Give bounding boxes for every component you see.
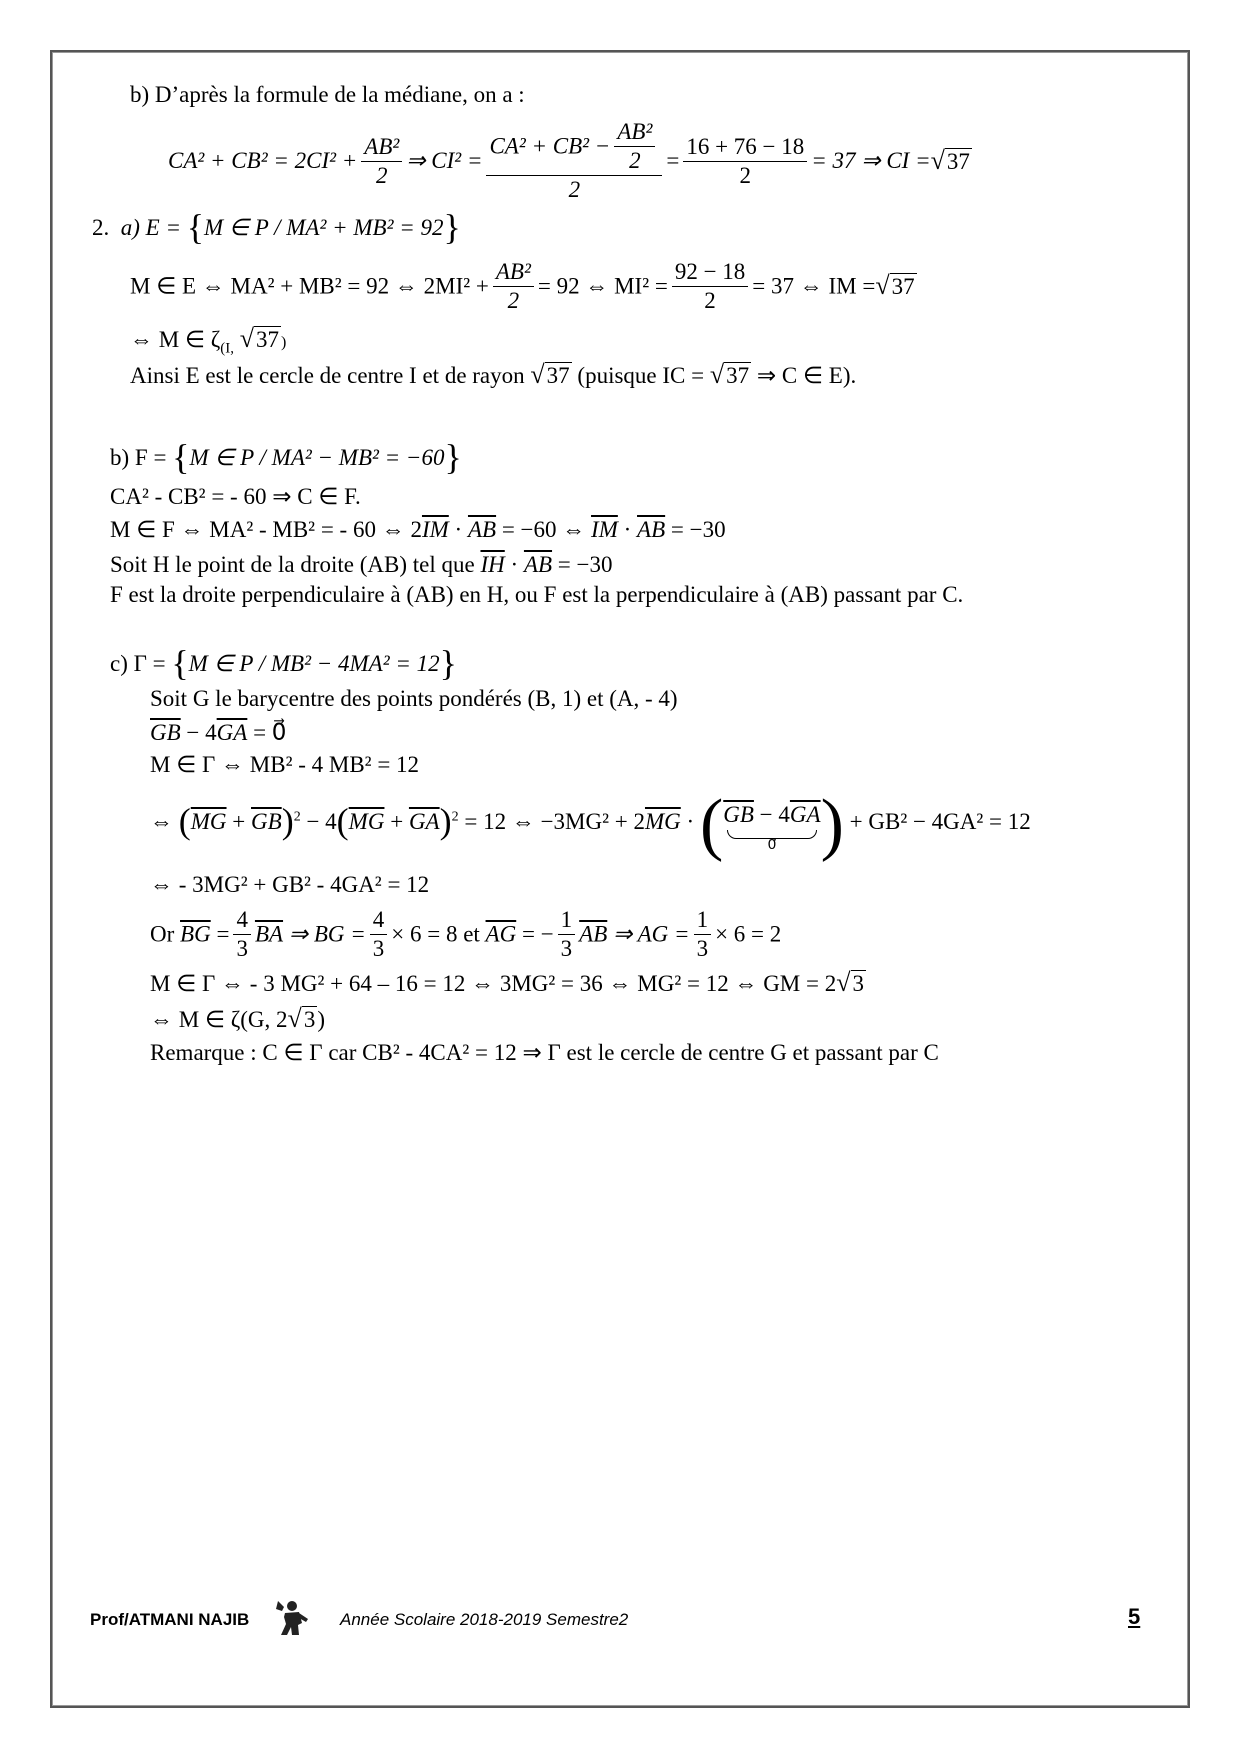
- text: = −: [516, 921, 554, 947]
- vector: $\overline{IM}$: [421, 517, 449, 542]
- fraction: [233, 906, 251, 963]
- vector: $\overline{MG}$: [644, 809, 681, 834]
- fraction-denominator: 2: [704, 288, 716, 313]
- fraction: [493, 258, 534, 315]
- text: ⇔ M ∈ ζ: [130, 327, 221, 352]
- radical-sign-icon: √: [930, 145, 945, 175]
- line-17: [150, 870, 429, 900]
- vector: $\overline{GA}$: [789, 802, 821, 827]
- text: b) D’après la formule de la médiane, on a :: [130, 82, 525, 107]
- line-11: [110, 580, 963, 610]
- fraction: [683, 133, 807, 190]
- fraction: [361, 133, 402, 190]
- line-conclusion-E: [130, 360, 856, 391]
- vector: $\overline{GA}$: [408, 809, 440, 834]
- set-definition: M ∈ P / MA² − MB² = −60: [189, 445, 445, 470]
- text: =: [666, 148, 680, 173]
- line-19: [150, 968, 866, 999]
- fraction-numerator: 4: [233, 906, 251, 935]
- text: = 37 ⇔ IM =: [752, 273, 876, 299]
- radicand: 3: [303, 1007, 316, 1032]
- fraction-denominator: 3: [236, 936, 248, 961]
- text: ⇔: [150, 809, 179, 834]
- text: = 0⃗: [247, 720, 287, 745]
- exponent: 2: [451, 809, 459, 825]
- vector: $\overline{AB}$: [523, 552, 553, 577]
- underbrace-content: [723, 800, 820, 830]
- vector: $\overline{AG}$: [485, 921, 517, 947]
- text: = −30: [552, 552, 613, 577]
- fraction-denominator: 2: [376, 162, 388, 188]
- text: b) F =: [110, 445, 167, 470]
- item-2b-header: [110, 437, 462, 477]
- text: ⇒ C ∈ E).: [751, 363, 857, 388]
- square-root: [288, 1004, 318, 1035]
- text: Or: [150, 921, 181, 947]
- square-root: [836, 968, 866, 999]
- fraction-denominator: 3: [372, 936, 385, 961]
- text: M ∈ F ⇔ MA² - MB² = - 60 ⇔ 2: [110, 517, 422, 542]
- text: ·: [448, 517, 468, 542]
- fraction-numerator: [486, 118, 662, 176]
- fraction: [672, 258, 748, 315]
- line-set-E: [130, 258, 917, 315]
- text: M ∈ E ⇔ MA² + MB² = 92 ⇔ 2MI² +: [130, 273, 489, 299]
- radical-sign-icon: √: [875, 271, 890, 300]
- vector: $\overline{AB}$: [579, 921, 608, 947]
- left-brace-icon: {: [172, 437, 190, 477]
- left-paren-icon: (: [336, 801, 349, 841]
- left-brace-icon: {: [186, 207, 205, 247]
- text: = −60 ⇔: [496, 517, 592, 542]
- text: CA² + CB² −: [489, 133, 611, 159]
- fraction-numerator: 16 + 76 − 18: [683, 133, 807, 162]
- radical-sign-icon: √: [287, 1004, 302, 1033]
- text: +: [226, 809, 252, 834]
- text: = 12 ⇔ −3MG² + 2: [458, 809, 645, 834]
- text: − 4: [180, 720, 217, 745]
- line-9: [110, 515, 726, 545]
- underbrace-group: [723, 800, 820, 853]
- line-18: [150, 906, 781, 963]
- text: =: [210, 921, 230, 947]
- right-paren-icon: ): [439, 801, 452, 841]
- right-brace-icon: }: [439, 643, 457, 683]
- line-circle-E: [130, 324, 286, 364]
- square-root: [710, 360, 751, 391]
- fraction-denominator: 2: [568, 177, 581, 202]
- person-silhouette-icon: [272, 1597, 312, 1637]
- line-14: [150, 718, 286, 748]
- text: × 6 = 8 et: [391, 921, 486, 947]
- set-definition: M ∈ P / MA² + MB² = 92: [204, 215, 444, 240]
- vector: $\overline{GA}$: [216, 720, 248, 745]
- text: ⇔ M ∈ ζ(G, 2: [150, 1007, 288, 1032]
- fraction: [558, 906, 576, 963]
- text: + GB² − 4GA² = 12: [843, 809, 1031, 834]
- radical-sign-icon: √: [239, 324, 255, 353]
- radical-sign-icon: √: [709, 360, 725, 389]
- fraction: [694, 906, 712, 963]
- fraction-numerator: AB²: [614, 118, 655, 147]
- text: Ainsi E est le cercle de centre I et de rayon: [130, 363, 525, 388]
- text: +: [384, 809, 409, 834]
- radicand: 37: [891, 274, 915, 299]
- line-21-remark: [150, 1038, 939, 1068]
- right-paren-icon: ): [281, 801, 294, 841]
- text: Soit H le point de la droite (AB) tel que: [110, 552, 481, 577]
- underbrace-label: 0⃗: [767, 838, 777, 853]
- vector: $\overline{AB}$: [637, 517, 666, 542]
- text: M ∈ Γ ⇔ MB² - 4 MB² = 12: [150, 752, 420, 777]
- page-number: 5: [1128, 1604, 1141, 1629]
- text: = 92 ⇔ MI² =: [537, 273, 668, 299]
- vector: $\overline{MG}$: [190, 809, 227, 834]
- fraction-numerator: 1: [694, 906, 712, 935]
- line-10: [110, 550, 613, 580]
- vector: $\overline{GB}$: [150, 720, 181, 745]
- text: CA² - CB² = - 60 ⇒ C ∈ F.: [110, 484, 361, 509]
- radicand: 3: [852, 971, 865, 996]
- text: ·: [504, 552, 524, 577]
- fraction-numerator: 92 − 18: [672, 258, 748, 287]
- text: a) E =: [120, 215, 181, 240]
- right-big-paren-icon: ): [820, 786, 844, 863]
- fraction: [370, 906, 388, 963]
- left-paren-icon: (: [178, 801, 191, 841]
- fraction-numerator: 4: [370, 906, 388, 935]
- text: − 4: [300, 809, 337, 834]
- left-big-paren-icon: (: [699, 786, 724, 863]
- fraction-denominator: 3: [560, 936, 573, 961]
- fraction-numerator: AB²: [361, 133, 402, 162]
- text: ⇒ CI² =: [406, 148, 483, 173]
- line-15: [150, 750, 419, 780]
- vector: $\overline{GB}$: [251, 809, 282, 834]
- fraction-numerator: 1: [558, 906, 576, 935]
- text: ·: [680, 809, 700, 834]
- vector: $\overline{MG}$: [348, 809, 385, 834]
- fraction-nested: [486, 118, 662, 204]
- vector: $\overline{BA}$: [254, 921, 284, 947]
- line-1: [130, 80, 525, 110]
- text: ⇒ BG =: [283, 921, 366, 947]
- text: ): [317, 1007, 325, 1032]
- footer-author: Prof/ATMANI NAJIB: [90, 1610, 250, 1629]
- exponent: 2: [293, 809, 301, 825]
- text: = 37 ⇒ CI =: [811, 148, 931, 173]
- text: (puisque IC =: [577, 363, 705, 388]
- square-root: [240, 324, 281, 355]
- fraction-denominator: 2: [739, 162, 752, 188]
- text: ⇔ - 3MG² + GB² - 4GA² = 12: [150, 872, 430, 897]
- text: ⇒ AG =: [607, 921, 690, 947]
- subscript: (I,: [220, 340, 235, 357]
- vector: $\overline{GB}$: [723, 802, 754, 827]
- line-8: [110, 482, 361, 512]
- right-brace-icon: }: [443, 207, 461, 247]
- median-formula-line: [168, 118, 972, 204]
- radicand: 37: [946, 148, 970, 174]
- fraction-denominator: 2: [629, 148, 641, 173]
- text: ): [281, 334, 287, 351]
- text: − 4: [753, 802, 790, 827]
- fraction-numerator: AB²: [493, 258, 534, 287]
- vector: $\overline{IH}$: [480, 552, 505, 577]
- footer-school-year: Année Scolaire 2018-2019 Semestre2: [340, 1610, 629, 1629]
- square-root: [530, 360, 571, 391]
- vector: $\overline{IM}$: [591, 517, 618, 542]
- radicand: 37: [256, 327, 280, 352]
- line-16-expansion: [150, 786, 1031, 863]
- radicand: 37: [726, 363, 750, 388]
- vector: $\overline{BG}$: [180, 921, 211, 947]
- text: M ∈ Γ ⇔ - 3 MG² + 64 – 16 = 12 ⇔ 3MG² = 36 ⇔ MG² = 12 ⇔ GM = 2: [150, 971, 837, 996]
- item-2c-header: [110, 643, 457, 683]
- text: Soit G le barycentre des points pondérés (B, 1) et (A, - 4): [150, 686, 678, 711]
- vector: $\overline{AB}$: [467, 517, 497, 542]
- right-brace-icon: }: [444, 437, 462, 477]
- text: c) Γ =: [110, 651, 166, 676]
- fraction-denominator: 2: [507, 288, 520, 313]
- text: Remarque : C ∈ Γ car CB² - 4CA² = 12 ⇒ Γ est le cercle de centre G et passant par C: [150, 1040, 939, 1065]
- square-root: [931, 146, 972, 177]
- text: × 6 = 2: [715, 921, 782, 947]
- fraction: [614, 118, 655, 175]
- text: = −30: [665, 517, 726, 542]
- line-20: [150, 1004, 325, 1035]
- radical-sign-icon: √: [836, 968, 851, 997]
- radical-sign-icon: √: [530, 360, 545, 389]
- line-13: [150, 684, 678, 714]
- text: CA² + CB² = 2CI² +: [168, 148, 358, 173]
- item-2a-header: [92, 207, 461, 247]
- set-definition: M ∈ P / MB² − 4MA² = 12: [188, 651, 440, 676]
- fraction-denominator: 3: [696, 936, 709, 961]
- square-root: [875, 271, 916, 302]
- text: ·: [617, 517, 638, 542]
- left-brace-icon: {: [171, 643, 189, 683]
- text: F est la droite perpendiculaire à (AB) en H, ou F est la perpendiculaire à (AB) passant par C.: [110, 582, 964, 607]
- item-number: 2.: [92, 215, 110, 240]
- radicand: 37: [546, 363, 570, 388]
